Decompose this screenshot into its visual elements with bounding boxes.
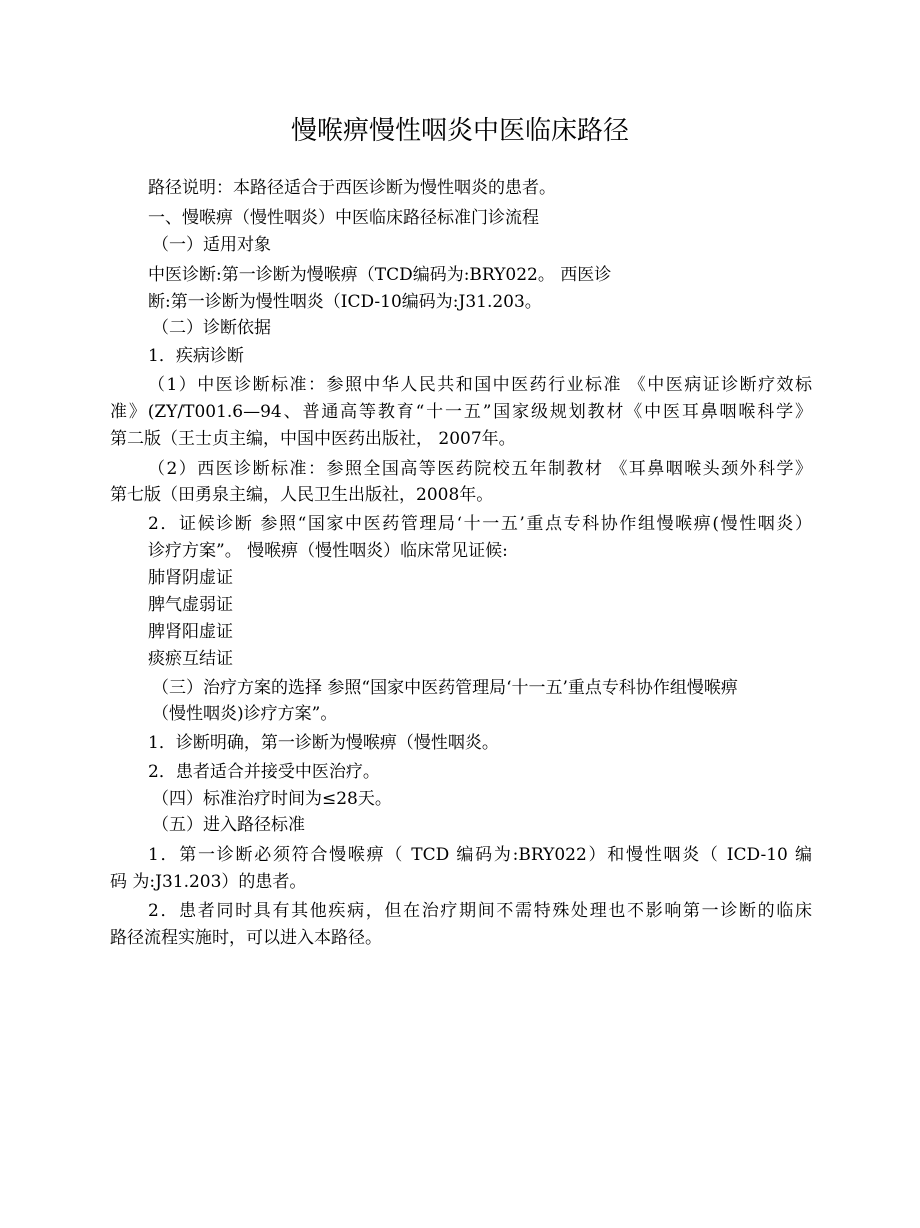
text-line: 1．第一诊断必须符合慢喉痹（ TCD 编码为:BRY022）和慢性咽炎（ ICD-10 编 bbox=[148, 845, 812, 865]
text-line: 准》(ZY/T001.6—94、普通高等教育“十一五”国家级规划教材《中医耳鼻咽喉科学》 bbox=[110, 402, 812, 422]
section-heading-1: 一、慢喉痹（慢性咽炎）中医临床路径标准门诊流程 bbox=[148, 208, 539, 228]
text-line: 2．患者适合并接受中医治疗。 bbox=[148, 762, 380, 782]
path-description: 路径说明：本路径适合于西医诊断为慢性咽炎的患者。 bbox=[148, 178, 556, 198]
subsection-treatment-time: （四）标准治疗时间为≤28天。 bbox=[152, 789, 392, 809]
text-line: 码 为:J31.203）的患者。 bbox=[110, 872, 307, 892]
document-title: 慢喉痹慢性咽炎中医临床路径 bbox=[290, 116, 629, 146]
syndrome-item: 脾气虚弱证 bbox=[148, 595, 233, 615]
subsection-diagnosis-basis: （二）诊断依据 bbox=[152, 318, 271, 338]
text-line: 第七版（田勇泉主编，人民卫生出版社，2008年。 bbox=[110, 485, 494, 505]
syndrome-item: 脾肾阳虚证 bbox=[148, 622, 233, 642]
text-line: 断:第一诊断为慢性咽炎（ICD-10编码为:J31.203。 bbox=[148, 292, 542, 312]
text-line: 第二版（王士贞主编，中国中医药出版社， 2007年。 bbox=[110, 429, 516, 449]
text-line: 1．疾病诊断 bbox=[148, 346, 244, 366]
text-line: （慢性咽炎)诊疗方案”。 bbox=[152, 704, 338, 724]
text-line: 2．证候诊断 参照“国家中医药管理局‘十一五’重点专科协作组慢喉痹(慢性咽炎） bbox=[148, 514, 812, 534]
text-line: 诊疗方案”。 慢喉痹（慢性咽炎）临床常见证候: bbox=[148, 541, 508, 561]
syndrome-item: 肺肾阴虚证 bbox=[148, 568, 233, 588]
syndrome-item: 痰瘀互结证 bbox=[148, 649, 233, 669]
subsection-entry-criteria: （五）进入路径标准 bbox=[152, 815, 305, 835]
text-line: （1）中医诊断标准：参照中华人民共和国中医药行业标准 《中医病证诊断疗效标 bbox=[148, 375, 812, 395]
subsection-treatment-plan: （三）治疗方案的选择 参照“国家中医药管理局‘十一五’重点专科协作组慢喉痹 bbox=[152, 678, 738, 698]
text-line: 2．患者同时具有其他疾病，但在治疗期间不需特殊处理也不影响第一诊断的临床 bbox=[148, 901, 812, 921]
text-line: 路径流程实施时，可以进入本路径。 bbox=[110, 928, 382, 948]
text-line: 1．诊断明确，第一诊断为慢喉痹（慢性咽炎。 bbox=[148, 733, 499, 753]
text-line: （2）西医诊断标准：参照全国高等医药院校五年制教材 《耳鼻咽喉头颈外科学》 bbox=[148, 459, 812, 479]
text-line: 中医诊断:第一诊断为慢喉痹（TCD编码为:BRY022。 西医诊 bbox=[148, 265, 612, 285]
subsection-applicable-subjects: （一）适用对象 bbox=[152, 235, 271, 255]
